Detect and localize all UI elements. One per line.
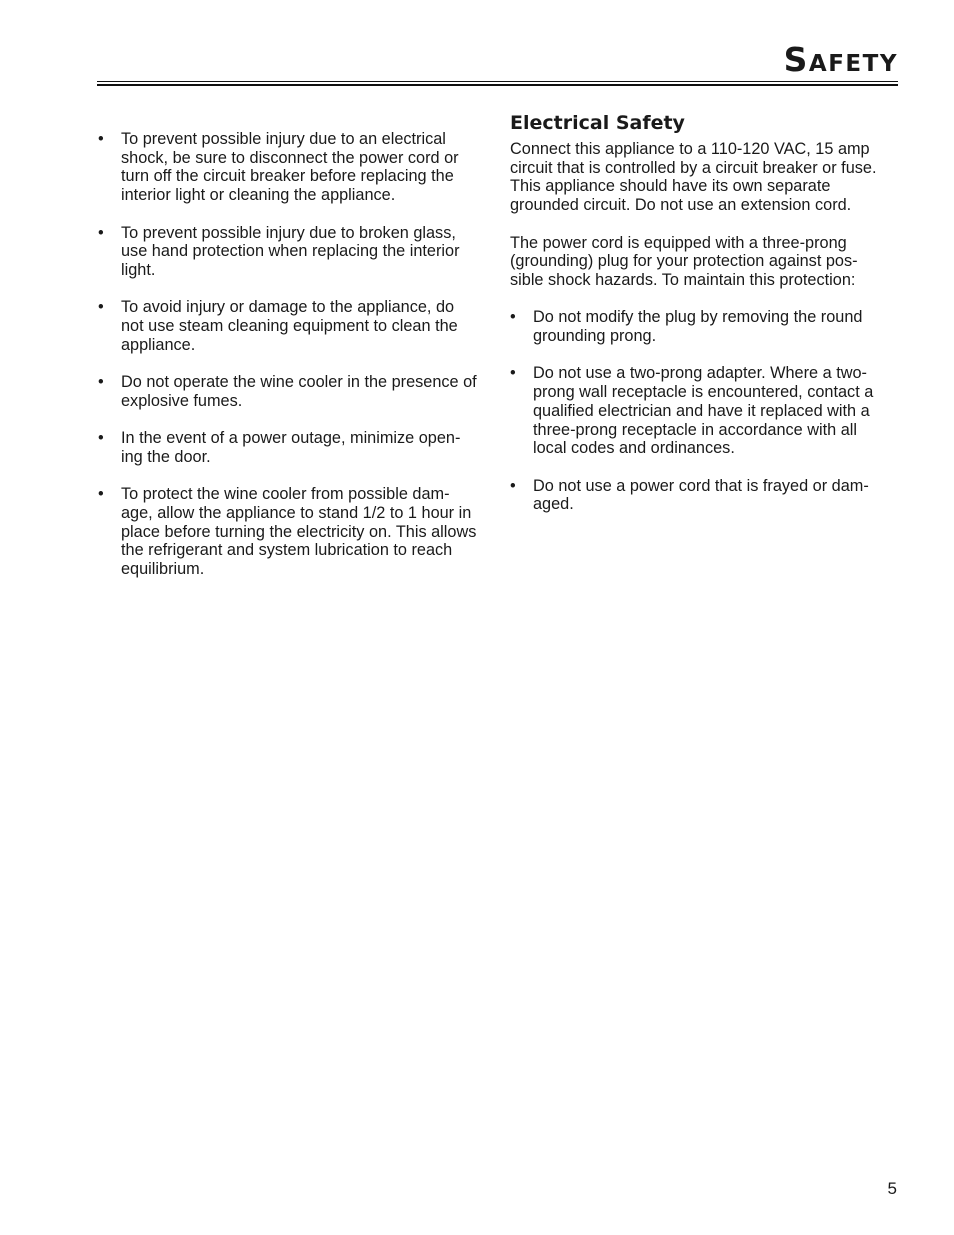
body-paragraph: Connect this appliance to a 110-120 VAC, 15 amp circuit that is controlled by a circuit breaker or fuse. This appliance should have its own separate grounded circuit. Do not use an extension cord. <box>510 140 877 215</box>
left-column <box>98 112 478 597</box>
list-item: • Do not use a power cord that is frayed or dam-aged. <box>510 477 888 514</box>
page-header <box>97 40 898 90</box>
list-item: • Do not use a two-prong adapter. Where a two-prong wall receptacle is encountered, contact a qualified electrician and have it replaced with a three-prong receptacle in accordance with all local codes and ordinances. <box>510 364 888 458</box>
header-rule-thin <box>97 81 898 82</box>
page-number: 5 <box>887 1179 897 1198</box>
list-item: • To prevent possible injury due to broken glass, use hand protection when replacing the interior light. <box>98 224 478 280</box>
header-rule-thick <box>97 84 898 86</box>
list-item: • In the event of a power outage, minimize open-ing the door. <box>98 429 478 466</box>
right-column <box>510 112 888 533</box>
body-paragraph: The power cord is equipped with a three-prong (grounding) plug for your protection against pos-sible shock hazards. To maintain this protection: <box>510 233 858 289</box>
electrical-bullet-list <box>510 308 888 514</box>
list-item: • Do not operate the wine cooler in the presence of explosive fumes. <box>98 373 478 410</box>
list-item: • To prevent possible injury due to an electrical shock, be sure to disconnect the power cord or turn off the circuit breaker before replacing the interior light or cleaning the appliance. <box>98 130 478 205</box>
list-item: • To avoid injury or damage to the appliance, do not use steam cleaning equipment to clean the appliance. <box>98 298 478 354</box>
list-item: • Do not modify the plug by removing the round grounding prong. <box>510 308 888 345</box>
list-item: • To protect the wine cooler from possible dam-age, allow the appliance to stand 1/2 to 1 hour in place before turning the electricity on. This allows the refrigerant and system lubrication to reach equilibrium. <box>98 485 478 579</box>
safety-bullet-list <box>98 130 478 579</box>
page-title: Safety <box>783 40 898 79</box>
electrical-safety-heading: Electrical Safety <box>510 112 685 134</box>
